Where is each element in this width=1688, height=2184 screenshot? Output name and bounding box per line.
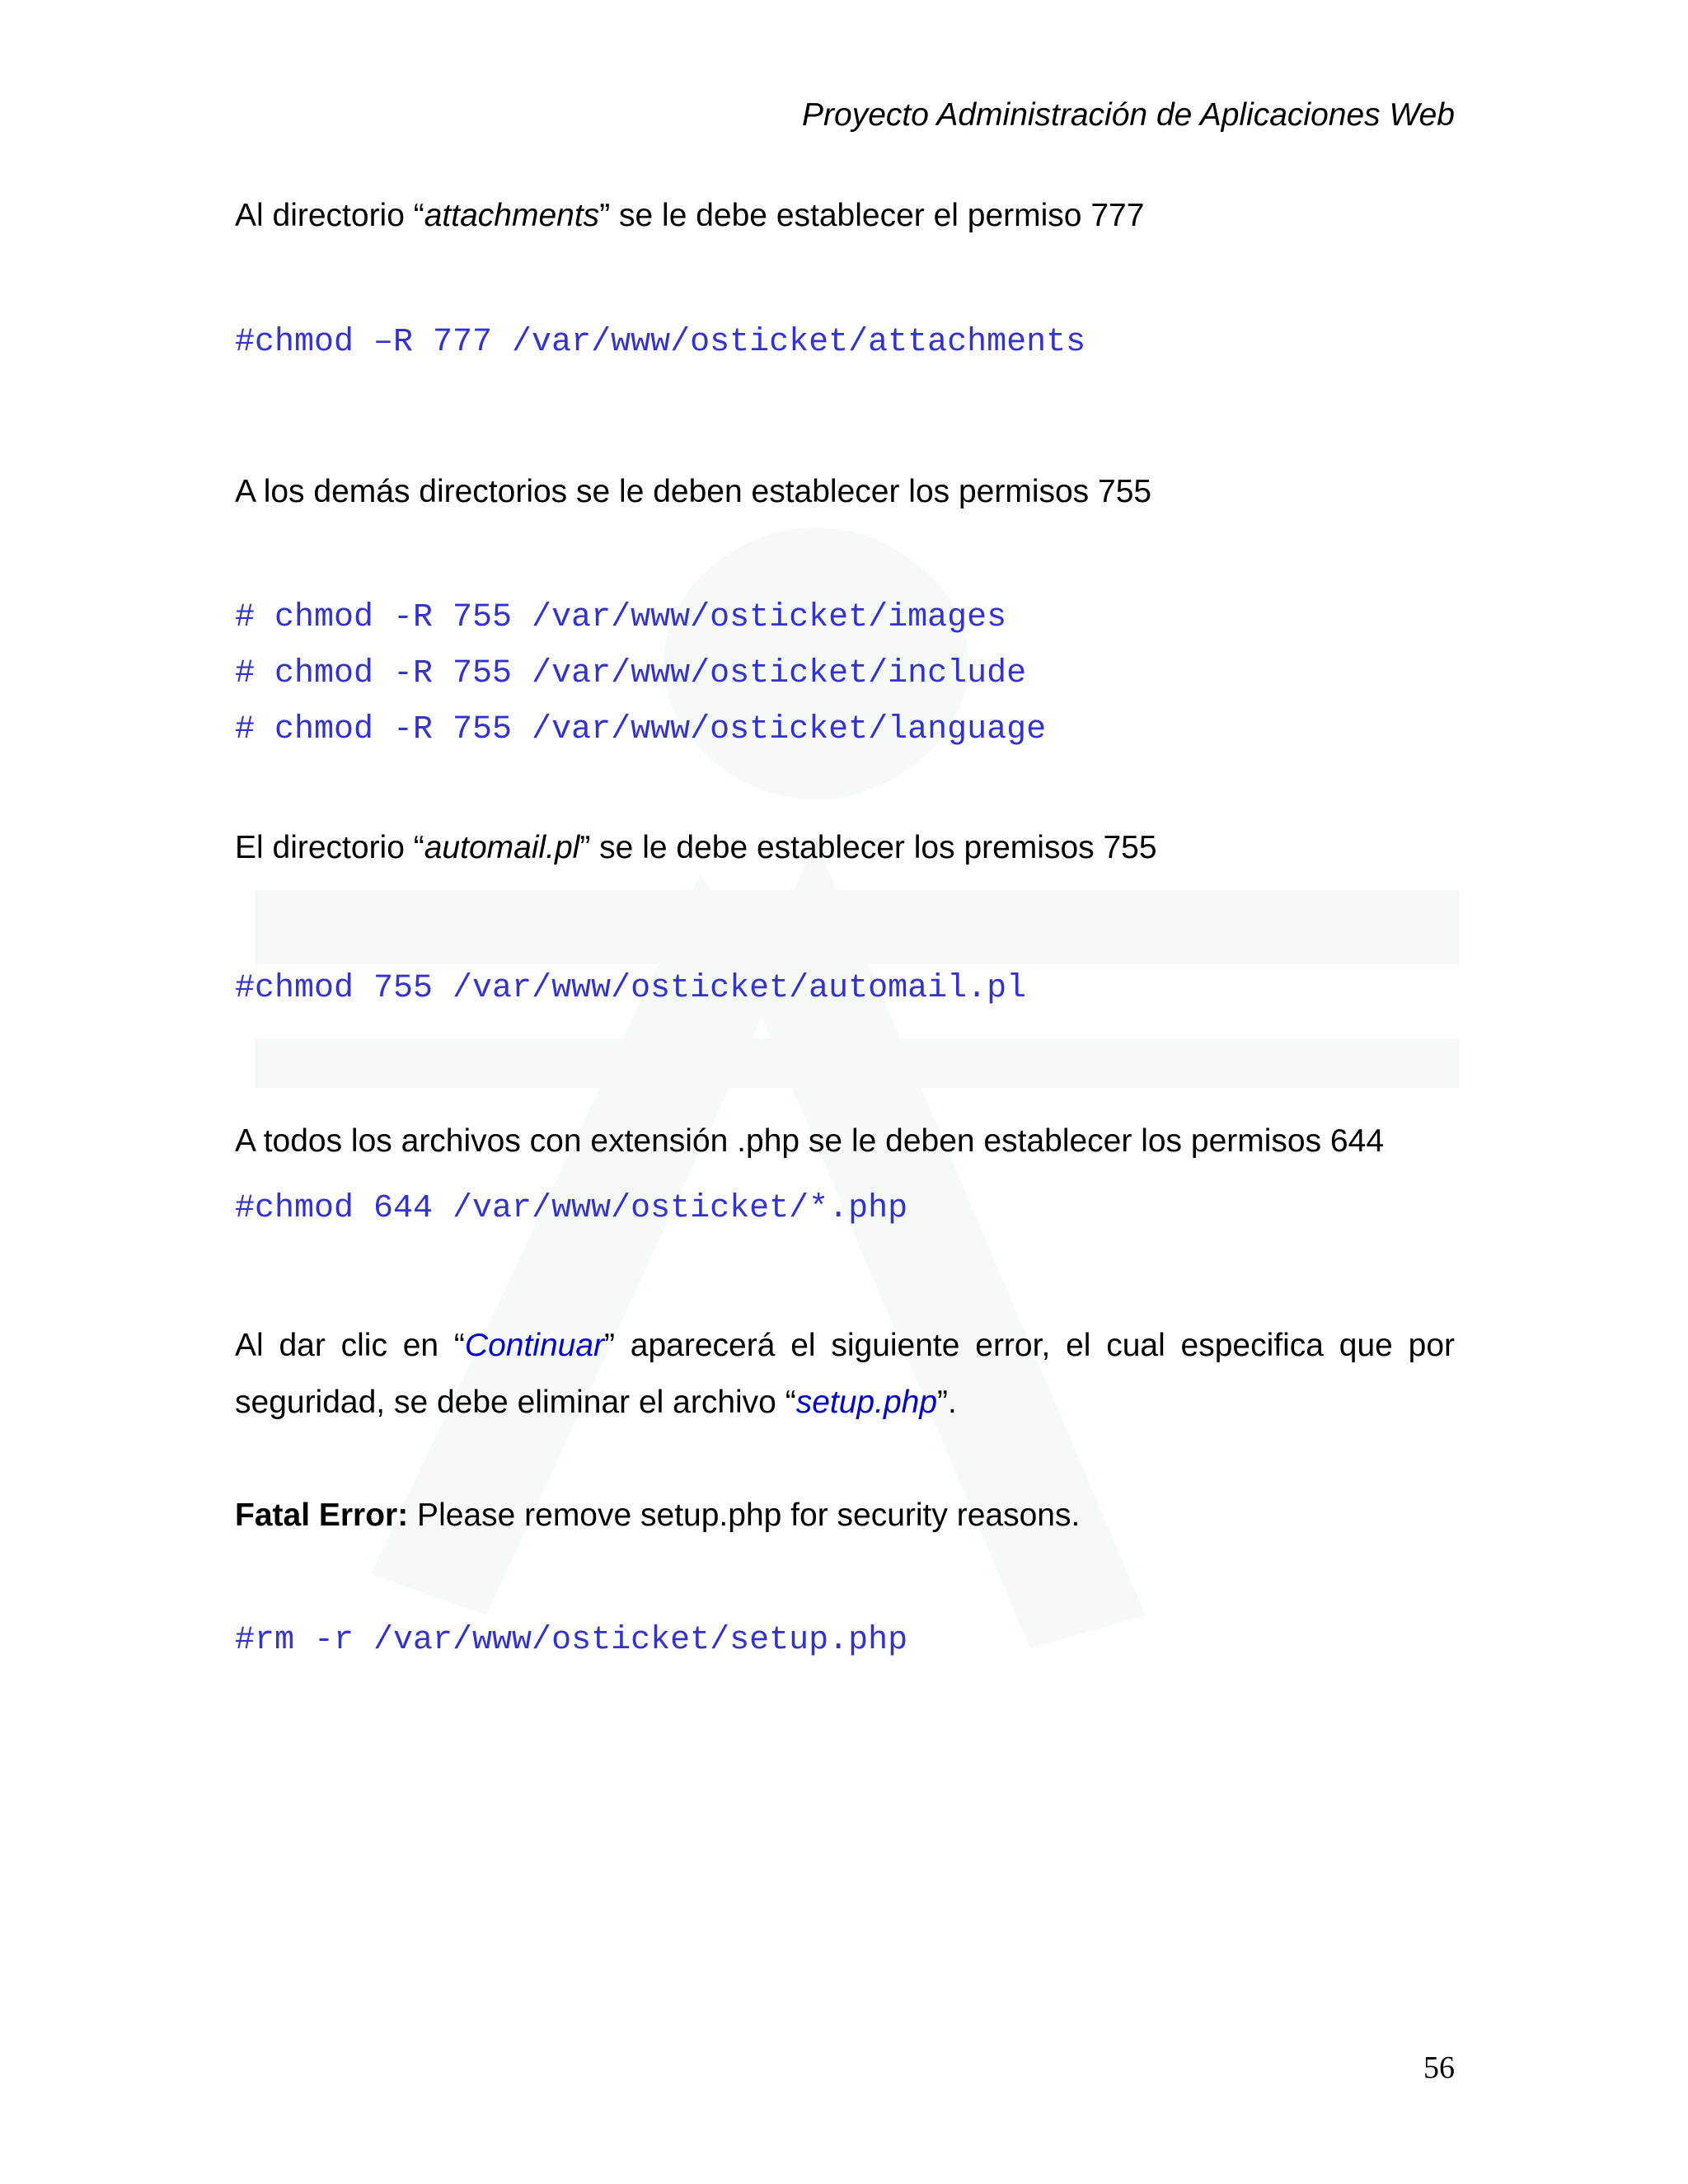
paragraph-text: ” se le debe establecer el permiso 777 <box>599 198 1145 233</box>
document-page <box>235 0 1455 2184</box>
command-rm-setup: #rm -r /var/www/osticket/setup.php <box>235 1622 908 1659</box>
paragraph-line <box>235 1317 1455 1374</box>
paragraph-text: ” se le debe establecer los premisos 755 <box>579 830 1157 865</box>
paragraph-text: Al dar clic en “ <box>235 1328 465 1363</box>
paragraph-automail <box>235 819 1157 877</box>
paragraph-text: El directorio “ <box>235 830 424 865</box>
paragraph-attachments <box>235 187 1144 245</box>
command-chmod-language: # chmod -R 755 /var/www/osticket/language <box>235 711 1047 748</box>
paragraph-other-directories: A los demás directorios se le deben establecer los permisos 755 <box>235 474 1152 509</box>
page-header: Proyecto Administración de Aplicaciones Web <box>802 97 1455 133</box>
paragraph-text: Al directorio “ <box>235 198 424 233</box>
command-chmod-images: # chmod -R 755 /var/www/osticket/images <box>235 599 1007 636</box>
fatal-error-message: Please remove setup.php for security reasons. <box>408 1497 1081 1533</box>
paragraph-fatal-error <box>235 1487 1080 1544</box>
page-number: 56 <box>1423 2050 1455 2085</box>
command-chmod-php: #chmod 644 /var/www/osticket/*.php <box>235 1190 908 1227</box>
command-chmod-include: # chmod -R 755 /var/www/osticket/include <box>235 655 1027 692</box>
paragraph-text: ” aparecerá el siguiente error, el cual especifica que por <box>604 1328 1455 1363</box>
command-chmod-automail: #chmod 755 /var/www/osticket/automail.pl <box>235 970 1027 1007</box>
paragraph-line <box>235 1374 1455 1431</box>
paragraph-continue-error <box>235 1317 1455 1431</box>
paragraph-php-files: A todos los archivos con extensión .php se le deben establecer los permisos 644 <box>235 1123 1385 1159</box>
paragraph-text: seguridad, se debe eliminar el archivo “ <box>235 1385 796 1420</box>
link-setup-php: setup.php <box>795 1385 938 1420</box>
term-automail: automail.pl <box>424 830 580 865</box>
paragraph-text: ”. <box>937 1385 957 1420</box>
fatal-error-label: Fatal Error: <box>235 1497 409 1533</box>
command-chmod-attachments: #chmod –R 777 /var/www/osticket/attachments <box>235 324 1086 361</box>
link-continuar: Continuar <box>464 1328 605 1363</box>
term-attachments: attachments <box>424 198 600 233</box>
